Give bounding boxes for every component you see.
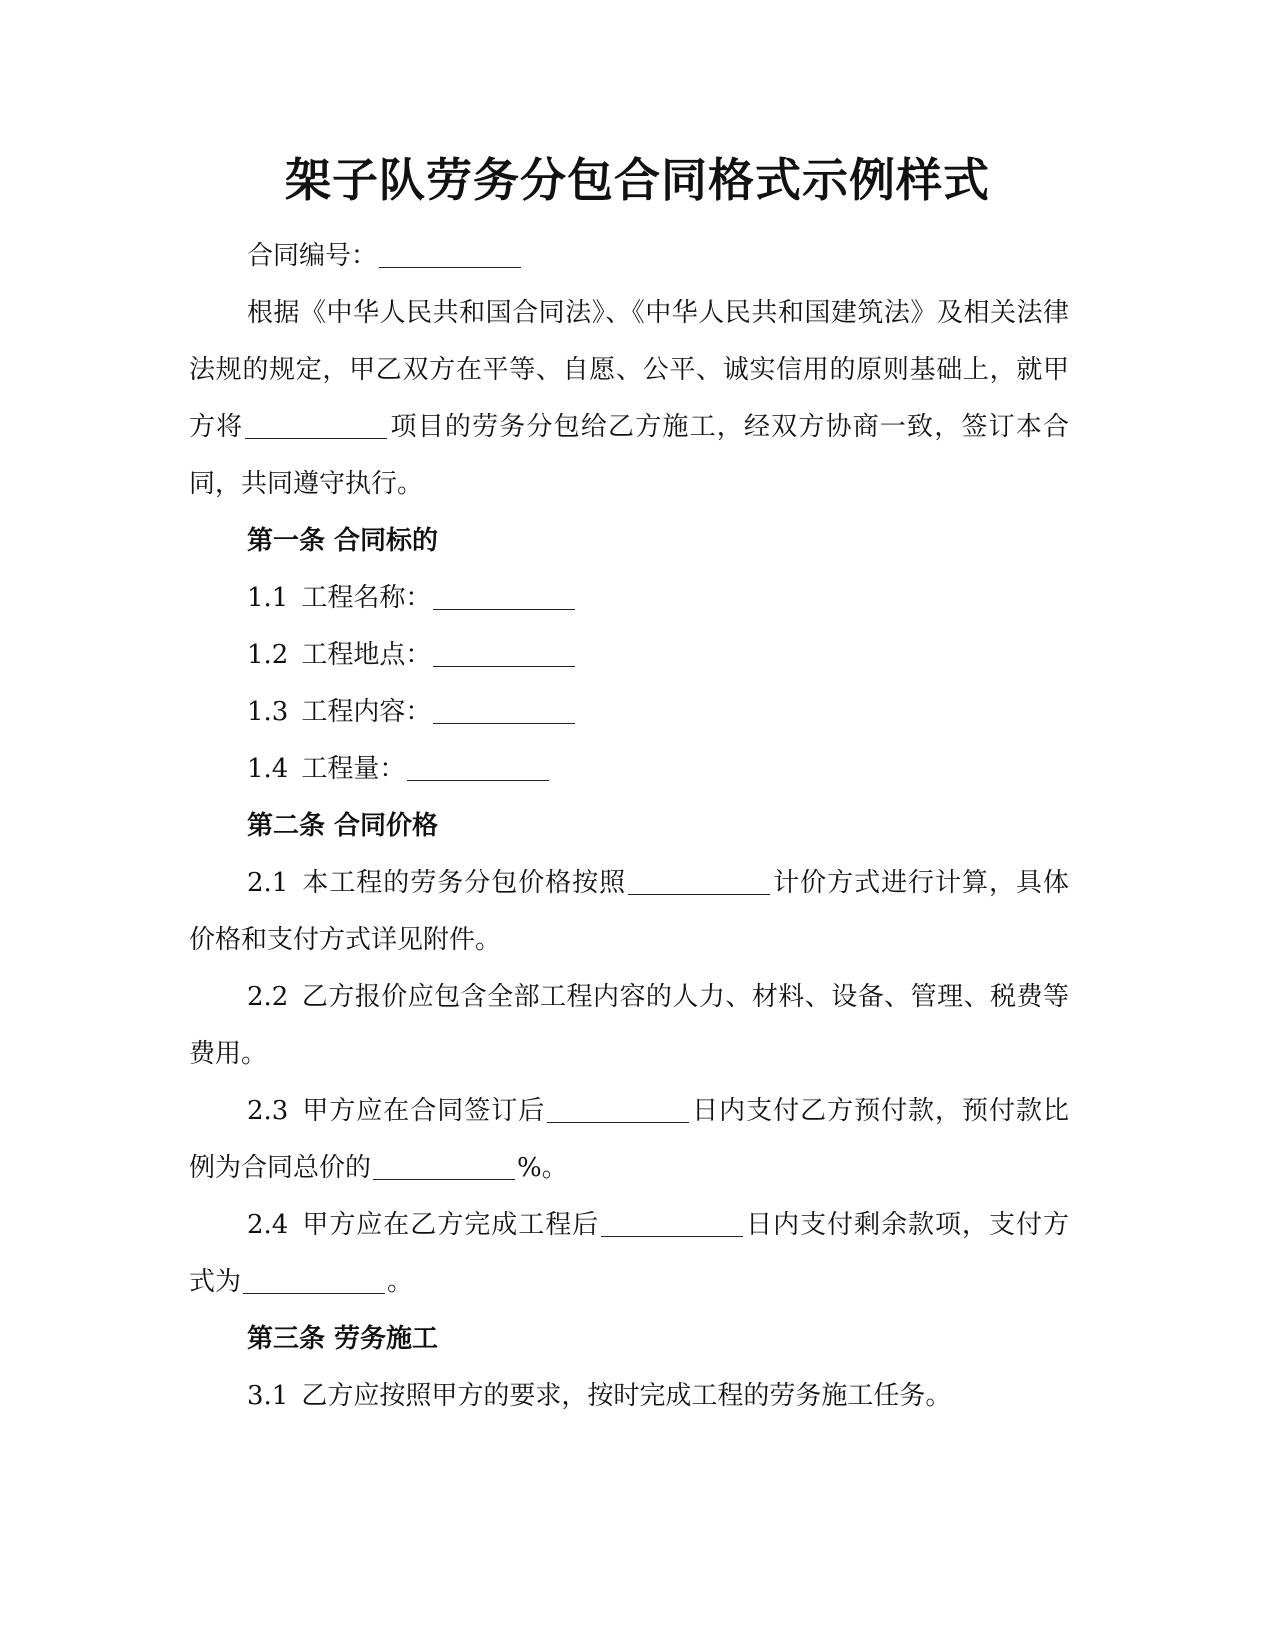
clause-number: 2.4 <box>247 1210 289 1240</box>
document-body <box>189 228 1069 1425</box>
clause-text: 乙方应按照甲方的要求，按时完成工程的劳务施工任务。 <box>301 1381 952 1411</box>
project-name-field-blank <box>433 583 575 610</box>
project-quantity-blank <box>407 754 549 781</box>
clause-number: 1.3 <box>247 697 289 727</box>
pricing-method-blank <box>628 868 770 895</box>
clause-number: 2.2 <box>247 982 289 1012</box>
intro-text-2: 项目的劳务分包给乙方施工，经双方协商一致，签订本合同，共同遵守执行。 <box>189 412 1069 499</box>
clause-label: 工程地点： <box>301 640 432 670</box>
clause-label: 工程名称： <box>301 583 432 613</box>
document-title: 架子队劳务分包合同格式示例样式 <box>285 153 990 207</box>
project-location-blank <box>433 640 575 667</box>
clause-text: 本工程的劳务分包价格按照 <box>301 868 627 898</box>
clause-text: 计价方式进行计算，具体价格和支付方式详见附件。 <box>189 868 1069 955</box>
article-1-heading: 第一条 合同标的 <box>247 526 439 556</box>
clause-number: 1.2 <box>247 640 289 670</box>
clause-number: 3.1 <box>247 1381 289 1411</box>
clause-1-4 <box>189 741 1069 798</box>
clause-number: 1.1 <box>247 583 289 613</box>
clause-text: 。 <box>387 1267 414 1297</box>
clause-1-3 <box>189 684 1069 741</box>
advance-days-blank <box>547 1096 689 1123</box>
payment-method-blank <box>243 1267 385 1294</box>
clause-2-4 <box>189 1197 1069 1311</box>
clause-1-2 <box>189 627 1069 684</box>
contract-number-label: 合同编号： <box>247 241 378 271</box>
article-3-heading: 第三条 劳务施工 <box>247 1324 439 1354</box>
intro-text-1: 根据《中华人民共和国合同法》、《中华人民共和国建筑法》及相关法律法规的规定，甲乙双方在平等、自愿、公平、诚实信用的原则基础上，就甲方将 <box>189 298 1069 442</box>
clause-text: 日内支付剩余款项，支付方式为 <box>189 1210 1069 1297</box>
intro-paragraph <box>189 285 1069 513</box>
clause-text: 甲方应在乙方完成工程后 <box>301 1210 600 1240</box>
clause-text: %。 <box>517 1153 568 1183</box>
clause-text: 甲方应在合同签订后 <box>301 1096 546 1126</box>
contract-number-line <box>189 228 1069 285</box>
project-content-blank <box>433 697 575 724</box>
clause-label: 工程量： <box>301 754 406 784</box>
clause-label: 工程内容： <box>301 697 432 727</box>
contract-number-blank <box>379 241 521 268</box>
clause-2-3 <box>189 1083 1069 1197</box>
article-2-heading: 第二条 合同价格 <box>247 811 439 841</box>
clause-text: 日内支付乙方预付款，预付款比例为合同总价的 <box>189 1096 1069 1183</box>
project-name-blank <box>245 412 387 439</box>
clause-2-2 <box>189 969 1069 1083</box>
advance-ratio-blank <box>373 1153 515 1180</box>
clause-2-1 <box>189 855 1069 969</box>
clause-text: 乙方报价应包含全部工程内容的人力、材料、设备、管理、税费等费用。 <box>189 982 1069 1069</box>
clause-number: 2.3 <box>247 1096 289 1126</box>
clause-number: 2.1 <box>247 868 289 898</box>
balance-days-blank <box>601 1210 743 1237</box>
clause-number: 1.4 <box>247 754 289 784</box>
clause-1-1 <box>189 570 1069 627</box>
clause-3-1 <box>189 1368 1069 1425</box>
